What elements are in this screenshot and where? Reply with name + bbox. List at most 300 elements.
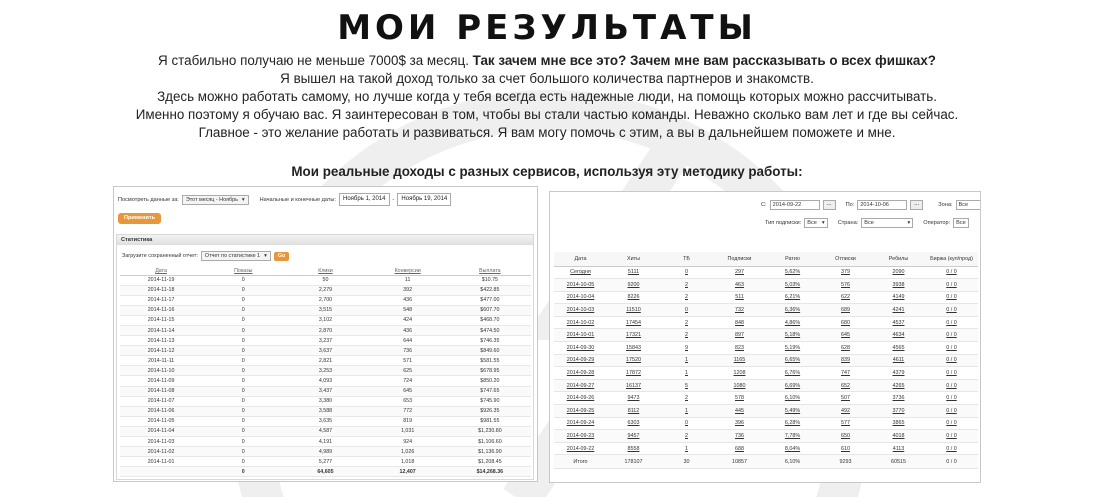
table-cell-link[interactable]: 4,86% [766,316,819,329]
table-cell: 0 [202,366,284,376]
table-cell-link[interactable]: 2014-10-01 [554,329,607,342]
table-cell-link[interactable]: 4634 [872,329,925,342]
table-cell: 0 [202,376,284,386]
table-cell-link[interactable]: 9 [660,342,713,355]
table-cell-link[interactable]: 2014-09-27 [554,379,607,392]
table-cell: 11 [367,275,449,285]
table-cell: 2014-11-15 [120,315,202,325]
table-cell: $747.65 [449,386,531,396]
table-cell-link[interactable]: 11510 [607,304,660,317]
table-cell: 2014-11-01 [120,457,202,467]
table-cell: $607.70 [449,305,531,315]
table-cell-link[interactable]: 5,62% [766,266,819,279]
column-header: Биржа (кул/прод) [925,252,978,266]
table-cell: 2014-11-09 [120,376,202,386]
table-cell: 2014-11-13 [120,336,202,346]
table-cell-link[interactable]: 3736 [872,392,925,405]
table-cell: 3,637 [284,346,366,356]
table-cell-link[interactable]: 4379 [872,367,925,380]
table-cell-link[interactable]: 492 [819,405,872,418]
table-row [554,291,978,304]
table-cell-link[interactable]: 736 [713,430,766,443]
table-cell: 2014-11-11 [120,356,202,366]
table-row [120,325,531,335]
table-cell-link[interactable]: 4611 [872,354,925,367]
table-cell: 0 [202,275,284,285]
table-cell-link[interactable]: 9457 [607,430,660,443]
table-cell-link[interactable]: 1 [660,367,713,380]
table-cell-link[interactable]: 0 / 0 [925,329,978,342]
table-cell-link[interactable]: 8112 [607,405,660,418]
country-select[interactable] [861,218,913,228]
date-from-input[interactable]: Ноябрь 1, 2014 [339,193,390,206]
range-label: Начальные и конечные даты: [259,196,337,203]
intro-line-3: Здесь можно работать самому, но лучше когда у тебя всегда есть надежные люди, на помощь которых можно рассчитывать. [157,89,937,104]
total-cell: 9293 [819,455,872,469]
table-cell: 4,587 [284,426,366,436]
load-report-label: Загрузите сохраненный отчет: [122,253,198,259]
table-cell-link[interactable]: 5 [660,379,713,392]
table-cell-link[interactable]: 8,04% [766,442,819,455]
table-cell: 819 [367,416,449,426]
operator-select[interactable] [953,218,969,228]
table-row [554,279,978,292]
table-cell-link[interactable]: 0 / 0 [925,266,978,279]
table-cell: 0 [202,406,284,416]
total-cell: 12,407 [367,467,449,477]
total-cell: $14,268.36 [449,467,531,477]
table-cell-link[interactable]: 5,19% [766,342,819,355]
table-cell-link[interactable]: 3770 [872,405,925,418]
total-cell: 64,605 [284,467,366,477]
intro-line-1-normal: Я стабильно получаю не меньше 7000$ за месяц. [158,53,473,68]
table-row [120,416,531,426]
table-cell-link[interactable]: 3865 [872,417,925,430]
table-cell: 924 [367,437,449,447]
table-cell-link[interactable]: 1 [660,442,713,455]
table-cell: $1,136.90 [449,447,531,457]
total-cell: 6,10% [766,455,819,469]
table-cell-link[interactable]: 1165 [713,354,766,367]
table-cell-link[interactable]: 650 [819,430,872,443]
table-cell: 2014-11-05 [120,416,202,426]
table-cell-link[interactable]: 2014-10-04 [554,291,607,304]
column-header[interactable]: Показы [202,267,284,275]
table-cell: $477.00 [449,295,531,305]
column-header: Подписки [713,252,766,266]
table-cell-link[interactable]: 2014-09-24 [554,417,607,430]
table-cell: 2014-11-19 [120,275,202,285]
table-row [554,442,978,455]
table-cell: 2014-11-06 [120,406,202,416]
table-cell-link[interactable]: 396 [713,417,766,430]
table-cell-link[interactable]: 5,49% [766,405,819,418]
table-cell: 0 [202,437,284,447]
table-cell-link[interactable]: 1208 [713,367,766,380]
period-select[interactable] [182,195,249,205]
to-date-input[interactable]: 2014-10-06 [857,200,907,210]
table-cell: 571 [367,356,449,366]
table-cell: 3,515 [284,305,366,315]
table-cell: $926.35 [449,406,531,416]
table-cell: 4,989 [284,447,366,457]
table-cell-link[interactable]: 17872 [607,367,660,380]
table-cell-link[interactable]: 8558 [607,442,660,455]
table-cell-link[interactable]: 576 [819,279,872,292]
table-cell-link[interactable]: 2090 [872,266,925,279]
table-cell-link[interactable]: 7,78% [766,430,819,443]
table-cell: 2014-11-08 [120,386,202,396]
table-cell: 772 [367,406,449,416]
table-cell-link[interactable]: 6,76% [766,367,819,380]
table-cell: $468.70 [449,315,531,325]
operator-label: Оператор: [923,220,951,226]
table-cell-link[interactable]: 17520 [607,354,660,367]
table-cell-link[interactable]: 463 [713,279,766,292]
table-cell-link[interactable]: 0 [660,417,713,430]
table-cell-link[interactable]: 4565 [872,342,925,355]
date-separator: - [392,196,395,203]
sub-type-value: Все [807,220,817,226]
table-cell-link[interactable]: 645 [819,329,872,342]
table-cell-link[interactable]: 2014-09-23 [554,430,607,443]
table-cell-link[interactable]: 1 [660,354,713,367]
table-cell-link[interactable]: 0 [660,266,713,279]
period-filter [118,193,451,206]
table-cell: 0 [202,396,284,406]
table-cell: 3,635 [284,416,366,426]
table-cell-link[interactable]: 4265 [872,379,925,392]
table-cell-link[interactable]: 2014-09-22 [554,442,607,455]
table-cell: $850.20 [449,376,531,386]
table-cell-link[interactable]: 16137 [607,379,660,392]
stats-panel-title: Статистика [117,235,533,245]
table-row [554,417,978,430]
table-row [554,430,978,443]
date-range-filter [761,200,981,210]
table-cell-link[interactable]: 2014-10-02 [554,316,607,329]
table-cell-link[interactable]: 5111 [607,266,660,279]
table-cell-link[interactable]: 2 [660,329,713,342]
table-cell-link[interactable]: 297 [713,266,766,279]
table-cell-link[interactable]: 9473 [607,392,660,405]
table-cell-link[interactable]: 2014-09-26 [554,392,607,405]
table-cell: 424 [367,315,449,325]
table-cell: 1,018 [367,457,449,467]
table-cell-link[interactable]: 2014-10-05 [554,279,607,292]
table-cell: 2,870 [284,325,366,335]
table-cell-link[interactable]: 2014-09-25 [554,405,607,418]
table-row [554,266,978,279]
table-cell: 436 [367,325,449,335]
table-cell-link[interactable]: Сегодня [554,266,607,279]
column-header[interactable]: Дата [120,267,202,275]
table-cell-link[interactable]: 0 / 0 [925,442,978,455]
total-cell: 10857 [713,455,766,469]
column-header: ТБ [660,252,713,266]
column-header[interactable]: Выплата [449,267,531,275]
table-cell-link[interactable]: 6,28% [766,417,819,430]
total-cell [120,467,202,477]
zone-label: Зона: [938,202,953,208]
table-cell-link[interactable]: 4537 [872,316,925,329]
column-header: Ратио [766,252,819,266]
table-cell-link[interactable]: 897 [713,329,766,342]
table-cell-link[interactable]: 2 [660,291,713,304]
table-cell-link[interactable]: 511 [713,291,766,304]
table-cell-link[interactable]: 0 / 0 [925,417,978,430]
intro-line-1 [0,52,1094,70]
table-cell-link[interactable]: 2014-10-03 [554,304,607,317]
table-cell-link[interactable]: 6,69% [766,379,819,392]
table-cell-link[interactable]: 4018 [872,430,925,443]
table-cell: 1,031 [367,426,449,436]
table-cell-link[interactable]: 2 [660,279,713,292]
table-cell-link[interactable]: 577 [819,417,872,430]
stats-table-right [554,252,978,469]
table-cell: 653 [367,396,449,406]
table-cell-link[interactable]: 2 [660,430,713,443]
table-cell-link[interactable]: 379 [819,266,872,279]
page-title: МОИ РЕЗУЛЬТАТЫ [337,8,757,48]
intro-line-1-bold: Так зачем мне все это? Зачем мне вам рассказывать о всех фишках? [472,53,936,68]
intro-line-4: Именно поэтому я обучаю вас. Я заинтересован в том, чтобы вы стали частью команды. Неважно сколько вам лет и где вы сейчас. [135,107,959,122]
income-subheading: Мои реальные доходы с разных сервисов, используя эту методику работы: [291,164,803,179]
total-row [120,467,531,477]
table-cell-link[interactable]: 2 [660,392,713,405]
table-cell-link[interactable]: 8226 [607,291,660,304]
table-cell-link[interactable]: 628 [819,342,872,355]
table-cell-link[interactable]: 0 / 0 [925,354,978,367]
table-cell: 645 [367,386,449,396]
report-select[interactable] [201,251,271,261]
table-cell-link[interactable]: 15843 [607,342,660,355]
table-cell-link[interactable]: 3938 [872,279,925,292]
table-cell-link[interactable]: 0 / 0 [925,379,978,392]
chevron-down-icon: ▾ [241,196,245,203]
table-cell: 4,093 [284,376,366,386]
total-cell: 178107 [607,455,660,469]
table-cell-link[interactable]: 0 / 0 [925,304,978,317]
subscription-filter [765,218,969,228]
table-cell: 2014-11-14 [120,325,202,335]
table-cell-link[interactable]: 2014-09-28 [554,367,607,380]
table-cell-link[interactable]: 0 / 0 [925,291,978,304]
apply-button[interactable]: Применить [118,213,161,224]
table-cell-link[interactable]: 680 [819,316,872,329]
operator-value: Все [956,220,966,226]
table-row [120,356,531,366]
table-cell-link[interactable]: 610 [819,442,872,455]
intro-line-5: Главное - это желание работать и развиваться. Я вам могу помочь с этим, а вы в дальнейшем поможете и мне. [198,125,896,140]
saved-report-row [122,251,533,261]
total-cell: 0 [202,467,284,477]
table-row [554,329,978,342]
table-cell: 644 [367,336,449,346]
table-cell: 548 [367,305,449,315]
intro-line-2: Я вышел на такой доход только за счет большого количества партнеров и знакомств. [280,71,814,86]
chevron-down-icon: ▾ [907,220,911,226]
table-cell-link[interactable]: 747 [819,367,872,380]
from-date-picker-button[interactable]: ... [823,200,836,210]
table-cell-link[interactable]: 0 / 0 [925,279,978,292]
country-value: Все [864,220,874,226]
from-date-input[interactable]: 2014-09-22 [770,200,820,210]
table-cell-link[interactable]: 6,21% [766,291,819,304]
sub-type-label: Тип подписки: [765,220,802,226]
table-cell: 2014-11-16 [120,305,202,315]
table-cell-link[interactable]: 4149 [872,291,925,304]
table-row [120,396,531,406]
go-button[interactable]: Go [274,252,290,261]
table-cell: 3,102 [284,315,366,325]
country-label: Страна: [837,220,859,226]
table-cell: 0 [202,336,284,346]
table-cell-link[interactable]: 5,03% [766,279,819,292]
table-cell: 625 [367,366,449,376]
table-cell: 0 [202,426,284,436]
table-cell-link[interactable]: 732 [713,304,766,317]
table-cell: 2014-11-18 [120,285,202,295]
sub-type-select[interactable] [804,218,827,228]
table-cell: 4,191 [284,437,366,447]
hero-section [0,0,1094,179]
table-cell: 0 [202,295,284,305]
table-cell: 392 [367,285,449,295]
table-cell: $422.85 [449,285,531,295]
table-row [554,304,978,317]
to-label: По: [845,202,855,208]
table-cell-link[interactable]: 689 [819,304,872,317]
from-label: С: [761,202,767,208]
table-cell: 2,821 [284,356,366,366]
table-cell-link[interactable]: 6303 [607,417,660,430]
table-cell: 2,279 [284,285,366,295]
table-cell: 0 [202,346,284,356]
column-header[interactable]: Клики [284,267,366,275]
table-row [120,366,531,376]
table-cell-link[interactable]: 0 / 0 [925,430,978,443]
table-cell-link[interactable]: 848 [713,316,766,329]
table-cell-link[interactable]: 0 / 0 [925,342,978,355]
table-cell-link[interactable]: 9200 [607,279,660,292]
table-cell: 1,026 [367,447,449,457]
total-cell: 30 [660,455,713,469]
table-cell: 436 [367,295,449,305]
table-row [120,336,531,346]
table-cell-link[interactable]: 507 [819,392,872,405]
table-cell-link[interactable]: 6,36% [766,304,819,317]
table-cell: $581.55 [449,356,531,366]
table-cell: 2014-11-12 [120,346,202,356]
table-cell-link[interactable]: 17454 [607,316,660,329]
table-cell-link[interactable]: 445 [713,405,766,418]
table-cell: $10.75 [449,275,531,285]
table-cell: 3,588 [284,406,366,416]
table-cell: 0 [202,315,284,325]
total-cell: 60515 [872,455,925,469]
table-cell: 0 [202,285,284,295]
table-cell-link[interactable]: 2014-09-29 [554,354,607,367]
zone-input[interactable]: Все [956,200,981,210]
table-cell: 2014-11-10 [120,366,202,376]
table-cell: 736 [367,346,449,356]
table-cell: 50 [284,275,366,285]
column-header: Отписки [819,252,872,266]
table-cell-link[interactable]: 6,65% [766,354,819,367]
table-row [120,406,531,416]
table-cell-link[interactable]: 4113 [872,442,925,455]
table-cell: 0 [202,416,284,426]
to-date-picker-button[interactable]: ... [910,200,923,210]
table-cell-link[interactable]: 1080 [713,379,766,392]
table-cell-link[interactable]: 652 [819,379,872,392]
table-cell: 0 [202,386,284,396]
table-row [120,376,531,386]
table-cell-link[interactable]: 0 / 0 [925,367,978,380]
table-row [120,346,531,356]
table-cell: 0 [202,325,284,335]
table-cell-link[interactable]: 622 [819,291,872,304]
table-cell-link[interactable]: 578 [713,392,766,405]
table-cell-link[interactable]: 0 [660,304,713,317]
table-cell-link[interactable]: 1 [660,405,713,418]
stats-screenshot-right [549,191,981,483]
table-cell-link[interactable]: 6,10% [766,392,819,405]
table-cell: 724 [367,376,449,386]
table-cell-link[interactable]: 688 [713,442,766,455]
chevron-down-icon: ▾ [821,220,825,226]
chevron-down-icon: ▾ [264,253,267,259]
table-cell: $678.95 [449,366,531,376]
table-cell: 3,237 [284,336,366,346]
table-row [120,275,531,285]
table-cell: 2014-11-04 [120,426,202,436]
table-cell-link[interactable]: 0 / 0 [925,316,978,329]
table-cell: $746.35 [449,336,531,346]
table-cell: 2014-11-02 [120,447,202,457]
table-cell: $981.55 [449,416,531,426]
table-cell-link[interactable]: 5,18% [766,329,819,342]
table-cell: 3,437 [284,386,366,396]
table-cell: $849.60 [449,346,531,356]
table-cell: $1,106.60 [449,437,531,447]
column-header[interactable]: Конверсии [367,267,449,275]
column-header: Хиты [607,252,660,266]
table-row [554,379,978,392]
table-cell: $1,208.45 [449,457,531,467]
date-to-input[interactable]: Ноябрь 19, 2014 [397,193,451,206]
table-cell-link[interactable]: 17321 [607,329,660,342]
table-cell: 2014-11-17 [120,295,202,305]
stats-screenshot-left [113,186,538,482]
table-row [120,305,531,315]
table-cell-link[interactable]: 823 [713,342,766,355]
table-cell: 0 [202,356,284,366]
table-cell-link[interactable]: 4241 [872,304,925,317]
table-cell-link[interactable]: 839 [819,354,872,367]
table-cell-link[interactable]: 2 [660,316,713,329]
table-cell-link[interactable]: 0 / 0 [925,392,978,405]
table-cell: $1,230.80 [449,426,531,436]
table-cell-link[interactable]: 0 / 0 [925,405,978,418]
stats-table-left [120,267,531,477]
table-row [554,392,978,405]
table-cell-link[interactable]: 2014-09-30 [554,342,607,355]
period-select-value: Этот месяц - Ноябрь [185,196,238,203]
table-cell: 2,700 [284,295,366,305]
table-row [120,457,531,467]
